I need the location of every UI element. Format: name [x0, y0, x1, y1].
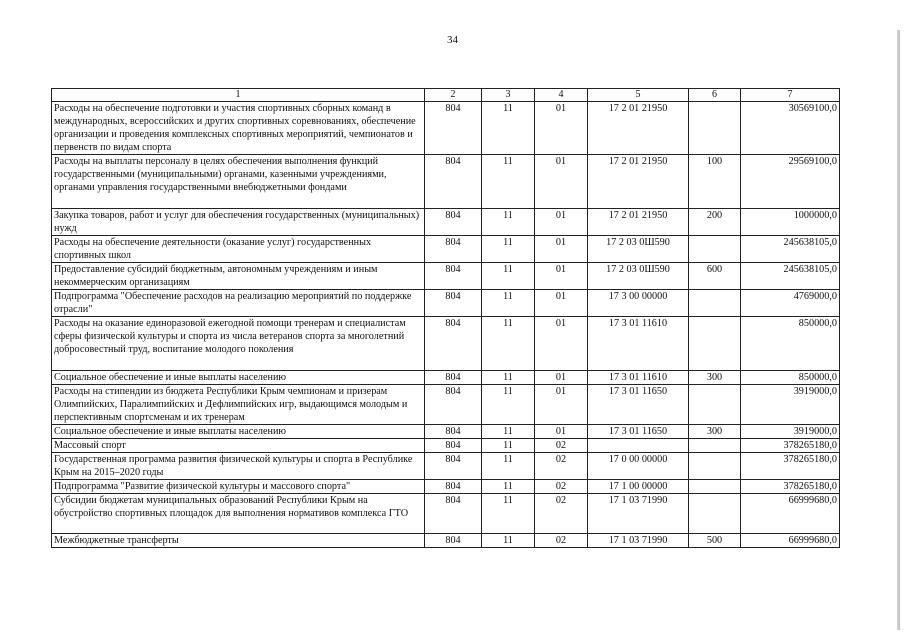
table-row	[52, 453, 840, 480]
table-row	[52, 236, 840, 263]
row-amount: 245638105,0	[741, 263, 840, 290]
row-name: Подпрограмма "Развитие физической культуры и массового спорта"	[52, 480, 425, 494]
row-target-article: 17 1 00 00000	[588, 480, 689, 494]
row-ministry-code: 804	[425, 439, 482, 453]
row-name: Межбюджетные трансферты	[52, 534, 425, 548]
row-target-article: 17 2 03 0Ш590	[588, 236, 689, 263]
column-header: 5	[588, 89, 689, 102]
row-name: Предоставление субсидий бюджетным, автономным учреждениям и иным некоммерческим организациям	[52, 263, 425, 290]
row-target-article: 17 3 01 11610	[588, 371, 689, 385]
row-amount: 378265180,0	[741, 480, 840, 494]
row-section: 11	[482, 425, 535, 439]
row-expense-type	[689, 453, 741, 480]
row-target-article: 17 3 01 11650	[588, 425, 689, 439]
row-ministry-code: 804	[425, 385, 482, 425]
row-name: Закупка товаров, работ и услуг для обеспечения государственных (муниципальных) нужд	[52, 209, 425, 236]
table-row	[52, 494, 840, 534]
column-header: 1	[52, 89, 425, 102]
row-subsection: 02	[535, 439, 588, 453]
row-expense-type	[689, 494, 741, 534]
row-section: 11	[482, 155, 535, 209]
row-subsection: 01	[535, 290, 588, 317]
row-subsection: 02	[535, 534, 588, 548]
row-amount: 30569100,0	[741, 102, 840, 155]
table-row	[52, 155, 840, 209]
table-row	[52, 290, 840, 317]
row-subsection: 01	[535, 371, 588, 385]
row-amount: 3919000,0	[741, 425, 840, 439]
row-target-article: 17 3 00 00000	[588, 290, 689, 317]
row-subsection: 01	[535, 425, 588, 439]
row-section: 11	[482, 236, 535, 263]
row-target-article: 17 2 01 21950	[588, 209, 689, 236]
row-expense-type	[689, 385, 741, 425]
row-name: Социальное обеспечение и иные выплаты населению	[52, 425, 425, 439]
row-amount: 245638105,0	[741, 236, 840, 263]
row-section: 11	[482, 263, 535, 290]
row-section: 11	[482, 317, 535, 371]
row-name: Расходы на оказание единоразовой ежегодной помощи тренерам и специалистам сферы физической культуры и спорта из числа ветеранов спорта за многолетний добросовестный труд, воспитание молодого поколения	[52, 317, 425, 371]
row-target-article: 17 2 03 0Ш590	[588, 263, 689, 290]
row-ministry-code: 804	[425, 155, 482, 209]
row-ministry-code: 804	[425, 480, 482, 494]
row-subsection: 01	[535, 385, 588, 425]
table-body	[52, 102, 840, 548]
row-amount: 66999680,0	[741, 534, 840, 548]
column-header: 7	[741, 89, 840, 102]
row-ministry-code: 804	[425, 534, 482, 548]
row-subsection: 02	[535, 453, 588, 480]
column-header: 6	[689, 89, 741, 102]
row-name: Расходы на выплаты персоналу в целях обеспечения выполнения функций государственными (муниципальными) органами, казенными учреждениями, органами управления государственными внебюджетными фондами	[52, 155, 425, 209]
row-expense-type	[689, 236, 741, 263]
row-subsection: 01	[535, 209, 588, 236]
row-section: 11	[482, 494, 535, 534]
row-expense-type	[689, 102, 741, 155]
row-expense-type: 200	[689, 209, 741, 236]
row-subsection: 01	[535, 236, 588, 263]
row-ministry-code: 804	[425, 494, 482, 534]
row-subsection: 01	[535, 263, 588, 290]
column-header: 3	[482, 89, 535, 102]
budget-table	[51, 88, 840, 548]
row-target-article: 17 3 01 11610	[588, 317, 689, 371]
row-name: Расходы на обеспечение подготовки и участия спортивных сборных команд в международных, всероссийских и других спортивных соревнованиях, обеспечение организации и проведения комплексных спортивных мероприятий, чемпионатов и первенств по видам спорта	[52, 102, 425, 155]
row-section: 11	[482, 102, 535, 155]
row-target-article: 17 2 01 21950	[588, 155, 689, 209]
page-number: 34	[447, 34, 458, 46]
table-row	[52, 102, 840, 155]
column-header: 4	[535, 89, 588, 102]
row-amount: 850000,0	[741, 371, 840, 385]
row-expense-type	[689, 439, 741, 453]
row-name: Расходы на обеспечение деятельности (оказание услуг) государственных спортивных школ	[52, 236, 425, 263]
row-section: 11	[482, 534, 535, 548]
row-expense-type	[689, 317, 741, 371]
row-ministry-code: 804	[425, 453, 482, 480]
row-ministry-code: 804	[425, 371, 482, 385]
table-row	[52, 317, 840, 371]
row-section: 11	[482, 480, 535, 494]
table-row	[52, 534, 840, 548]
row-expense-type: 300	[689, 371, 741, 385]
row-ministry-code: 804	[425, 209, 482, 236]
row-name: Социальное обеспечение и иные выплаты населению	[52, 371, 425, 385]
row-expense-type: 500	[689, 534, 741, 548]
row-amount: 378265180,0	[741, 453, 840, 480]
row-ministry-code: 804	[425, 236, 482, 263]
row-target-article: 17 0 00 00000	[588, 453, 689, 480]
row-section: 11	[482, 371, 535, 385]
row-expense-type: 300	[689, 425, 741, 439]
table-row	[52, 371, 840, 385]
row-amount: 66999680,0	[741, 494, 840, 534]
row-subsection: 01	[535, 317, 588, 371]
table-row	[52, 480, 840, 494]
row-expense-type: 600	[689, 263, 741, 290]
row-name: Подпрограмма "Обеспечение расходов на реализацию мероприятий по поддержке отрасли"	[52, 290, 425, 317]
row-section: 11	[482, 209, 535, 236]
table-row	[52, 209, 840, 236]
row-target-article	[588, 439, 689, 453]
table-header-row	[52, 89, 840, 102]
row-amount: 378265180,0	[741, 439, 840, 453]
row-amount: 4769000,0	[741, 290, 840, 317]
row-ministry-code: 804	[425, 425, 482, 439]
row-section: 11	[482, 453, 535, 480]
row-target-article: 17 1 03 71990	[588, 534, 689, 548]
table-row	[52, 439, 840, 453]
row-target-article: 17 3 01 11650	[588, 385, 689, 425]
row-amount: 850000,0	[741, 317, 840, 371]
row-name: Расходы на стипендии из бюджета Республики Крым чемпионам и призерам Олимпийских, Паралимпийских и Дефлимпийских игр, выдающимся молодым и перспективным спортсменам и их тренерам	[52, 385, 425, 425]
row-subsection: 02	[535, 494, 588, 534]
row-ministry-code: 804	[425, 102, 482, 155]
column-header: 2	[425, 89, 482, 102]
row-ministry-code: 804	[425, 290, 482, 317]
row-section: 11	[482, 385, 535, 425]
row-name: Массовый спорт	[52, 439, 425, 453]
row-target-article: 17 1 03 71990	[588, 494, 689, 534]
row-amount: 3919000,0	[741, 385, 840, 425]
row-expense-type: 100	[689, 155, 741, 209]
row-target-article: 17 2 01 21950	[588, 102, 689, 155]
row-name: Государственная программа развития физической культуры и спорта в Республике Крым на 2015–2020 годы	[52, 453, 425, 480]
row-expense-type	[689, 290, 741, 317]
row-amount: 1000000,0	[741, 209, 840, 236]
scan-edge-shadow	[897, 30, 900, 630]
table-row	[52, 385, 840, 425]
row-amount: 29569100,0	[741, 155, 840, 209]
row-ministry-code: 804	[425, 317, 482, 371]
table-row	[52, 425, 840, 439]
row-section: 11	[482, 439, 535, 453]
row-subsection: 01	[535, 155, 588, 209]
table-row	[52, 263, 840, 290]
row-expense-type	[689, 480, 741, 494]
row-ministry-code: 804	[425, 263, 482, 290]
row-subsection: 01	[535, 102, 588, 155]
row-subsection: 02	[535, 480, 588, 494]
row-section: 11	[482, 290, 535, 317]
row-name: Субсидии бюджетам муниципальных образований Республики Крым на обустройство спортивных площадок для выполнения нормативов комплекса ГТО	[52, 494, 425, 534]
